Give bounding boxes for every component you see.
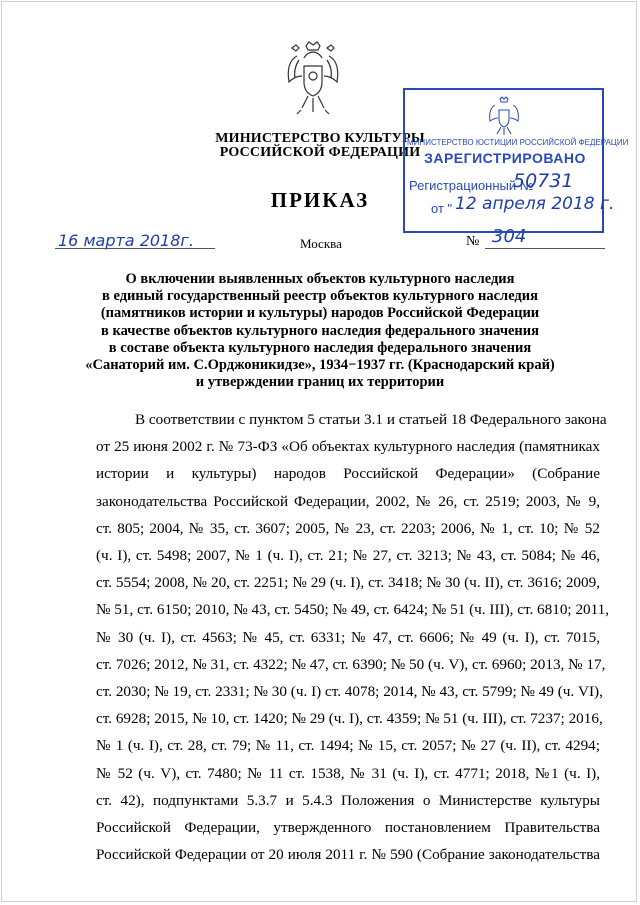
body-line: Российской Федерации от 20 июля 2011 г. № 590 (Собрание законодательства	[96, 846, 600, 864]
body-line: В соответствии с пунктом 5 статьи 3.1 и статьей 18 Федерального закона	[135, 411, 607, 428]
stamp-registration-label: Регистрационный №	[409, 178, 534, 193]
heading-line: (памятников истории и культуры) народов Российской Федерации	[100, 305, 540, 322]
stamp-organization: МИНИСТЕРСТВО ЮСТИЦИИ РОССИЙСКОЙ ФЕДЕРАЦИИ	[407, 138, 629, 147]
stamp-registration-number: 50731	[513, 170, 574, 192]
order-body	[96, 406, 610, 868]
order-heading	[80, 271, 560, 391]
body-line: № 1 (ч. I), ст. 28, ст. 79; № 11, ст. 1494; № 15, ст. 2057; № 27 (ч. II), ст. 4294;	[96, 737, 600, 755]
order-number: 304	[492, 226, 527, 247]
ministry-line-1: МИНИСТЕРСТВО КУЛЬТУРЫ	[215, 131, 425, 146]
coat-of-arms-icon	[284, 40, 342, 116]
order-date: 16 марта 2018г.	[58, 231, 194, 250]
body-line: Российской Федерации, утвержденного постановлением Правительства	[96, 819, 600, 837]
body-line: от 25 июня 2002 г. № 73-ФЗ «Об объектах культурного наследия (памятниках	[96, 438, 600, 456]
body-line: № 51, ст. 6150; 2010, № 43, ст. 5450; № 49, ст. 6424; № 51 (ч. III), ст. 6810; 2011,	[96, 601, 610, 619]
order-title: ПРИКАЗ	[270, 188, 370, 212]
stamp-from-label: от "	[431, 201, 453, 216]
body-line: № 52 (ч. V), ст. 7480; № 11 ст. 1538, № 31 (ч. I), ст. 4771; 2018, №1 (ч. I),	[96, 764, 600, 782]
body-line: ст. 805; 2004, № 35, ст. 3607; 2005, № 23, ст. 2203; 2006, № 1, ст. 10; № 52	[96, 519, 600, 537]
stamp-status: ЗАРЕГИСТРИРОВАНО	[424, 150, 586, 166]
stamp-emblem-icon	[487, 96, 521, 136]
heading-line: в единый государственный реестр объектов культурного наследия	[102, 288, 538, 305]
body-line: (ч. I), ст. 5498; 2007, № 1 (ч. I), ст. 21; № 27, ст. 3213; № 43, ст. 5084; № 46,	[96, 547, 600, 565]
body-line: истории и культуры) народов Российской Федерации» (Собрание	[96, 465, 600, 483]
ministry-line-2: РОССИЙСКОЙ ФЕДЕРАЦИИ	[219, 145, 421, 160]
heading-line: О включении выявленных объектов культурного наследия	[125, 271, 515, 287]
body-line: ст. 5554; 2008, № 20, ст. 2251; № 29 (ч. I), ст. 3418; № 30 (ч. II), ст. 3616; 2009,	[96, 574, 600, 592]
heading-line: в качестве объектов культурного наследия федерального значения	[101, 322, 539, 339]
ministry-name	[215, 132, 425, 160]
stamp-registration-date: 12 апреля 2018 г.	[455, 194, 615, 214]
number-label: №	[466, 234, 480, 249]
body-line: № 30 (ч. I), ст. 4563; № 45, ст. 6331; № 47, ст. 6606; № 49 (ч. I), ст. 7015,	[96, 628, 600, 646]
heading-line: «Санаторий им. С.Орджоникидзе», 1934−1937 гг. (Краснодарский край)	[85, 357, 555, 374]
body-line: ст. 6928; 2015, № 10, ст. 1420; № 29 (ч. I), ст. 4359; № 51 (ч. III), ст. 7237; 2016,	[96, 710, 603, 728]
body-line: ст. 7026; 2012, № 31, ст. 4322; № 47, ст. 6390; № 50 (ч. V), ст. 6960; 2013, № 17,	[96, 655, 606, 673]
date-underline	[55, 248, 215, 249]
heading-line: и утверждении границ их территории	[195, 374, 445, 391]
body-line: законодательства Российской Федерации, 2002, № 26, ст. 2519; 2003, № 9,	[96, 492, 600, 510]
body-line: ст. 2030; № 19, ст. 2331; № 30 (ч. I) ст. 4078; 2014, № 43, ст. 5799; № 49 (ч. VI),	[96, 683, 603, 701]
city: Москва	[300, 236, 342, 251]
registration-stamp	[403, 88, 629, 233]
number-underline	[485, 248, 605, 249]
heading-line: в составе объекта культурного наследия федерального значения	[108, 339, 532, 356]
body-line: ст. 42), подпунктами 5.3.7 и 5.4.3 Положения о Министерстве культуры	[96, 791, 600, 809]
